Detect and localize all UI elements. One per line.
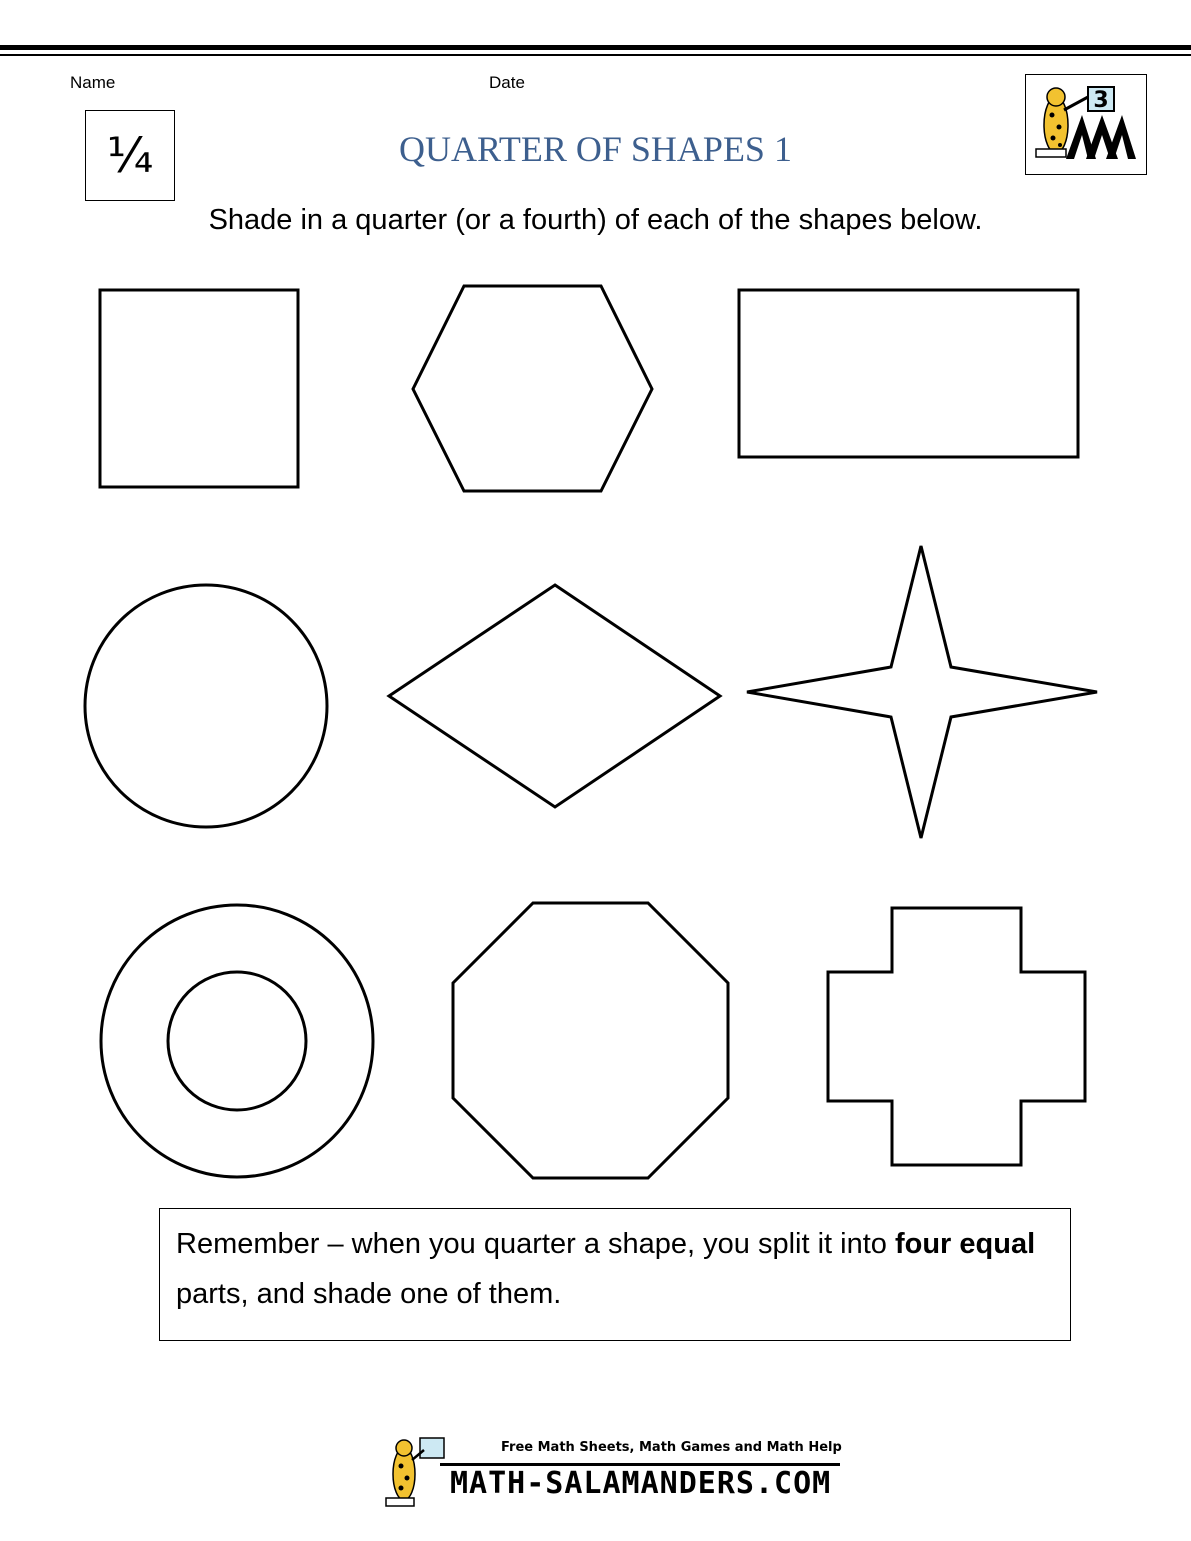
instruction-text: Shade in a quarter (or a fourth) of each of the shapes below.: [208, 204, 983, 236]
hexagon-shape: [413, 286, 652, 491]
fraction-badge: ¼: [85, 110, 175, 201]
rectangle-shape: [739, 290, 1078, 457]
ring-inner-shape: [168, 972, 306, 1110]
cross-shape: [828, 908, 1085, 1165]
reminder-text-end: parts, and shade one of them.: [176, 1278, 562, 1310]
reminder-text-start: Remember – when you quarter a shape, you split it into: [176, 1228, 895, 1260]
footer-logo: [380, 1430, 850, 1512]
footer-site-name: MATH-SALAMANDERS.COM: [450, 1466, 832, 1501]
date-label: Date: [489, 73, 525, 92]
octagon-shape: [453, 903, 728, 1178]
footer-salamander-icon: [380, 1430, 450, 1512]
star-shape: [747, 546, 1097, 838]
reminder-bold-equal: equal: [959, 1228, 1036, 1260]
ring-outer-shape: [101, 905, 373, 1177]
circle-shape: [85, 585, 327, 827]
reminder-box: [159, 1208, 1071, 1341]
rhombus-shape: [389, 585, 720, 807]
reminder-bold-four: four: [894, 1228, 952, 1260]
square-shape: [100, 290, 298, 487]
page-title: QUARTER OF SHAPES 1: [399, 129, 792, 169]
footer-tagline: Free Math Sheets, Math Games and Math Help: [501, 1440, 842, 1455]
grade-badge: 3: [1093, 88, 1109, 113]
name-label: Name: [70, 73, 116, 92]
